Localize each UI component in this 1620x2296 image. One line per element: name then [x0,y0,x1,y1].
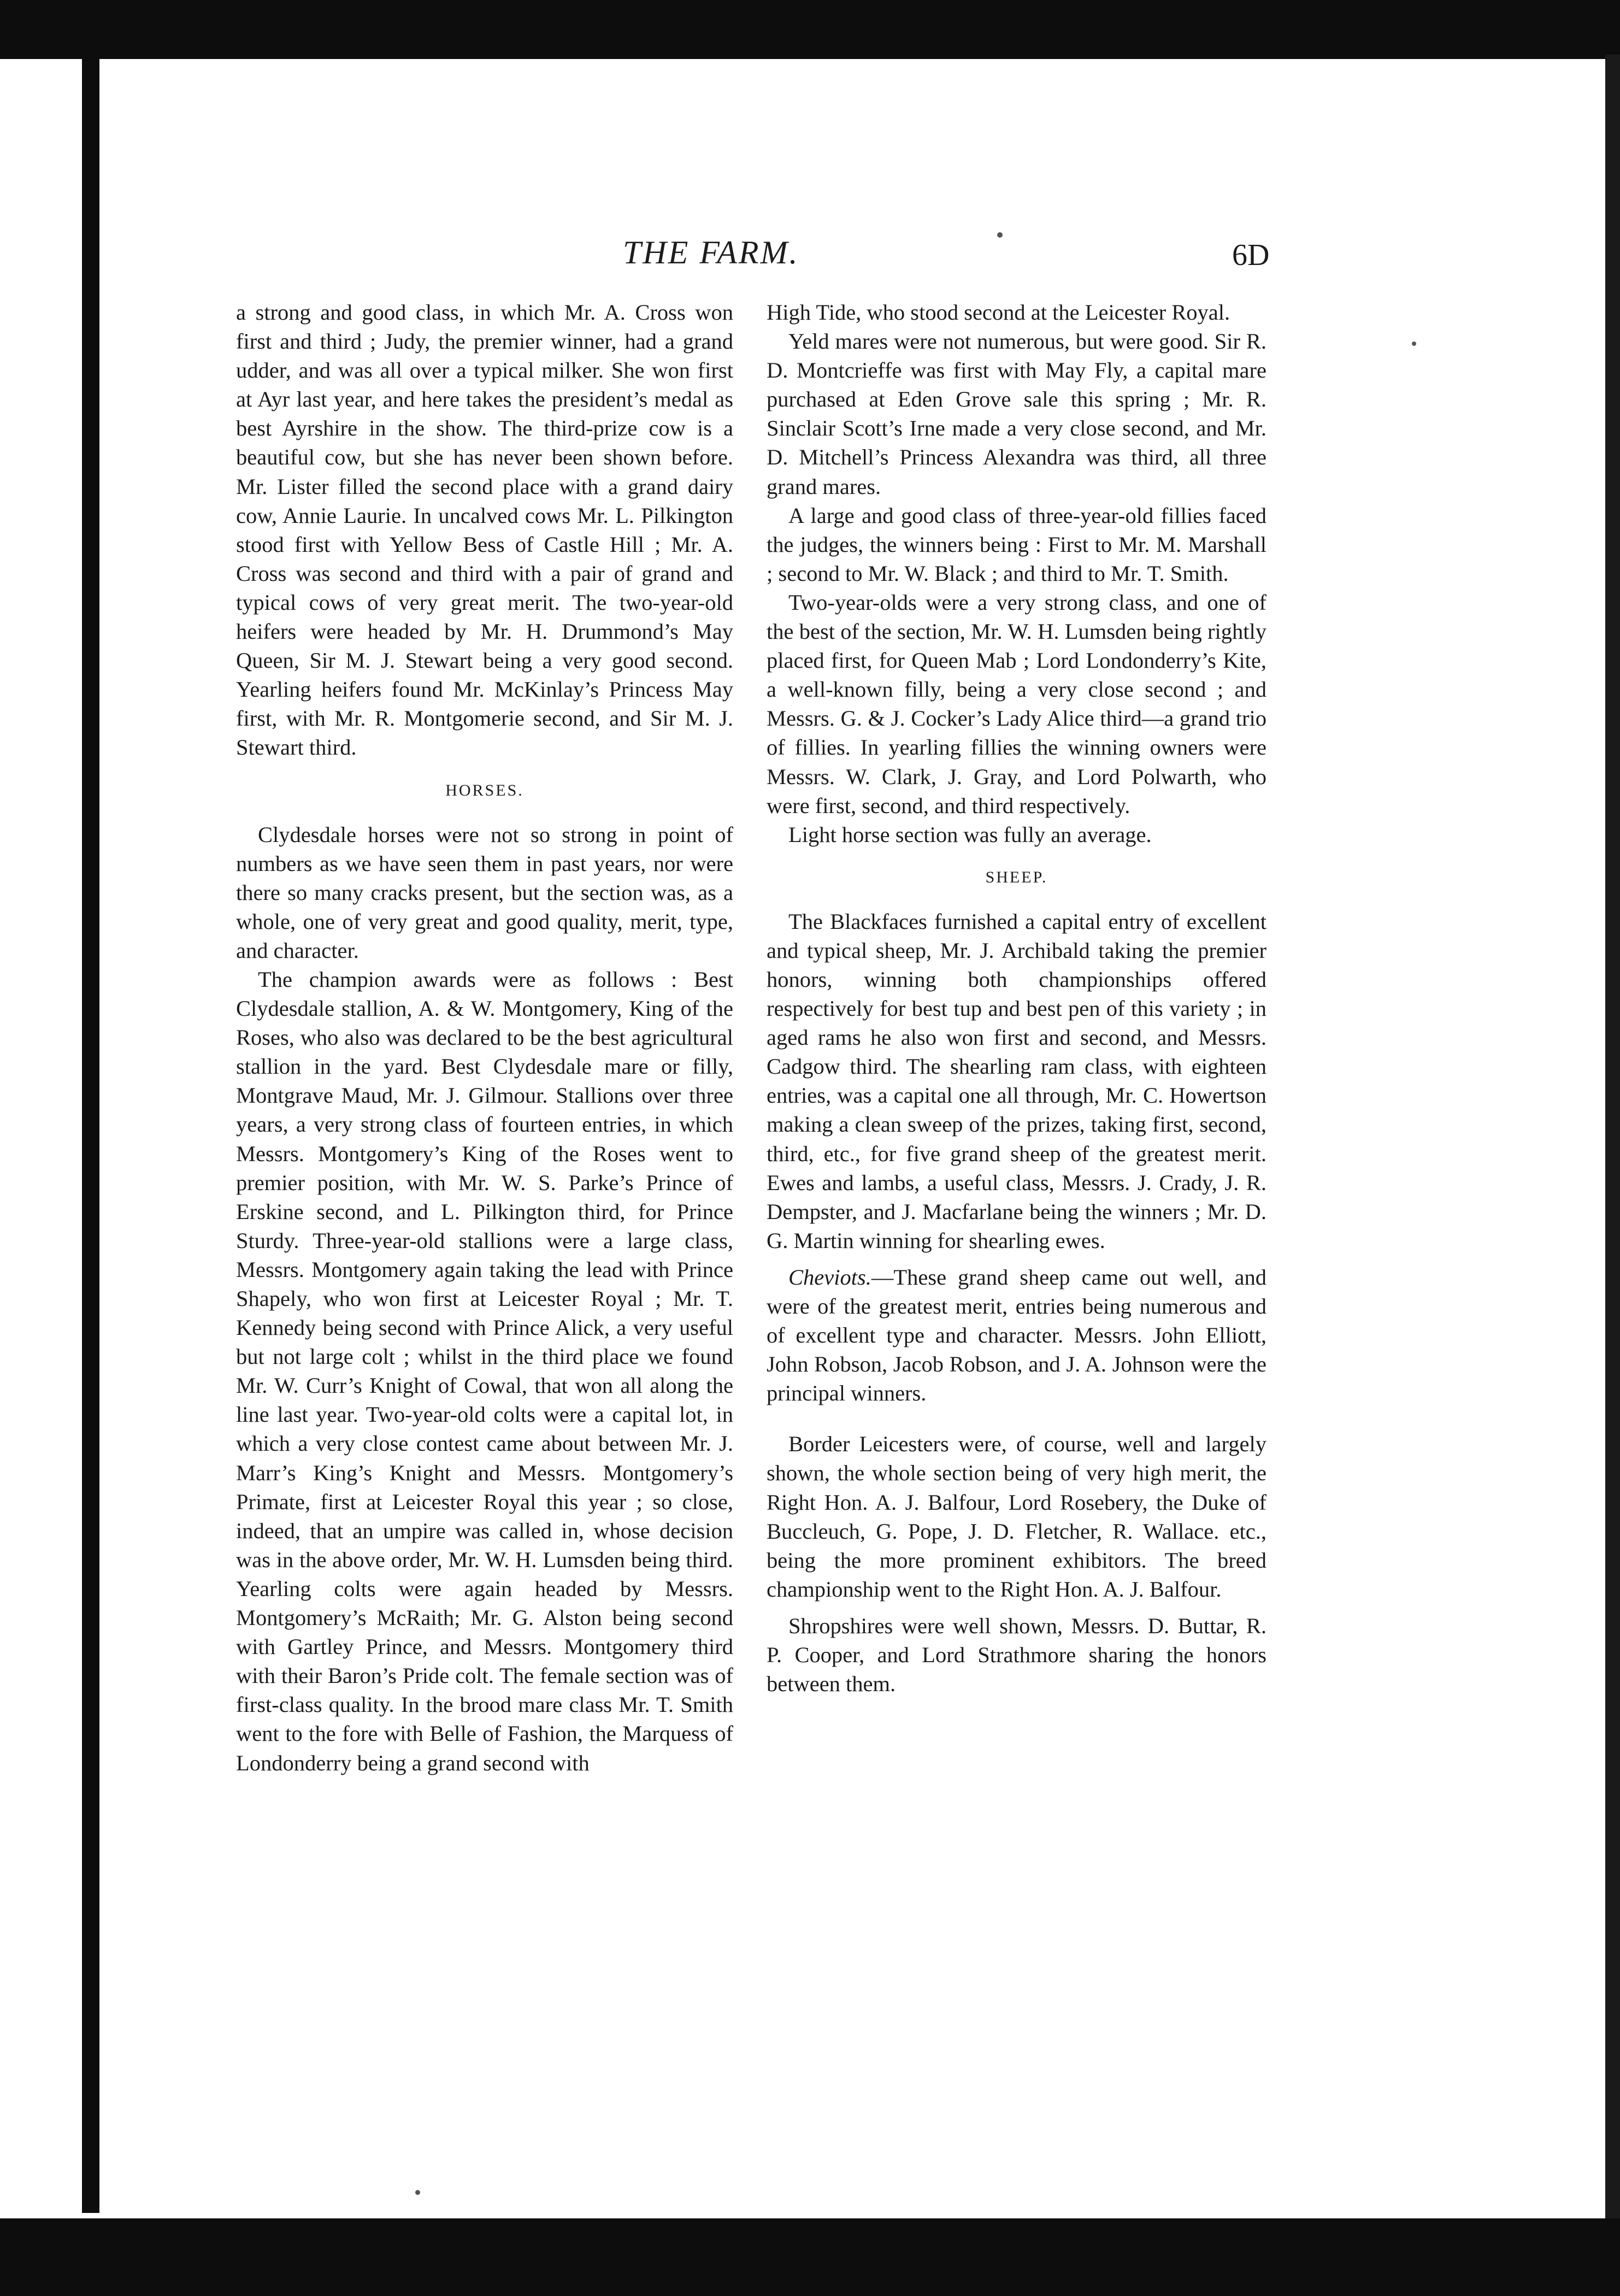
section-heading-sheep: SHEEP. [985,868,1048,886]
scan-speck [997,232,1003,238]
paragraph: Two-year-olds were a very strong class, and one of the best of the section, Mr. W. H. Lumsden being rightly placed first, for Queen Mab ; Lord Londonderry’s Kite, a well-known filly, being a very close second ; and Messrs. G. & J. Cocker’s Lady Alice third—a grand trio of fillies. In yearling fillies the winning owners were Messrs. W. Clark, J. Gray, and Lord Polwarth, who were first, second, and third respectively. [767,590,1266,818]
paragraph: a strong and good class, in which Mr. A. Cross won first and third ; Judy, the premier winner, had a grand udder, and was all over a typical milker. She won first at Ayr last year, and here takes the president’s medal as best Ayrshire in the show. The third-prize cow is a beautiful cow, but she has never been shown before. Mr. Lister filled the second place with a grand dairy cow, Annie Laurie. In uncalved cows Mr. L. Pilkington stood first with Yellow Bess of Castle Hill ; Mr. A. Cross was second and third with a pair of grand and typical cows of very great merit. The two-year-old heifers were headed by Mr. H. Drummond’s May Queen, Sir M. J. Stewart being a very good second. Yearling heifers found Mr. McKinlay’s Princess May first, with Mr. R. Montgomerie second, and Sir M. J. Stewart third. [236,300,733,760]
right-column [767,298,1266,1698]
page-number: 6D [1232,238,1270,272]
paragraph: Yeld mares were not numerous, but were good. Sir R. D. Montcrieffe was first with May Fly, a capital mare purchased at Eden Grove sale this spring ; Mr. R. Sinclair Scott’s Irne made a very close second, and Mr. D. Mitchell’s Princess Alexandra was third, all three grand mares. [767,329,1266,499]
scan-speck [1412,342,1416,346]
paragraph: Clydesdale horses were not so strong in point of numbers as we have seen them in past years, nor were there so many cracks present, but the section was, as a whole, one of very great and good quality, merit, type, and character. [236,822,733,963]
section-heading-horses: HORSES. [445,781,524,799]
left-column [236,298,733,1777]
paragraph [767,1263,1266,1408]
paragraph: A large and good class of three-year-old fillies faced the judges, the winners being : First to Mr. M. Marshall ; second to Mr. W. Black ; and third to Mr. T. Smith. [767,503,1266,586]
paragraph: Shropshires were well shown, Messrs. D. Buttar, R. P. Cooper, and Lord Strathmore sharing the honors between them. [767,1613,1266,1697]
scan-border-top [0,0,1620,59]
paragraph: Border Leicesters were, of course, well and largely shown, the whole section being of very high merit, the Right Hon. A. J. Balfour, Lord Rosebery, the Duke of Buccleuch, G. Pope, J. D. Fletcher, R. Wallace. etc., being the more prominent exhibitors. The breed championship went to the Right Hon. A. J. Balfour. [767,1432,1266,1602]
scan-border-left [82,55,99,2213]
running-head: THE FARM. [623,234,799,270]
paragraph: The Blackfaces furnished a capital entry of excellent and typical sheep, Mr. J. Archibald taking the premier honors, winning both championships offered respectively for best tup and best pen of this variety ; in aged rams he also won first and second, and Messrs. Cadgow third. The shearling ram class, with eighteen entries, was a capital one all through, Mr. C. Howertson making a clean sweep of the prizes, taking first, second, third, etc., for five grand sheep of the greatest merit. Ewes and lambs, a useful class, Messrs. J. Crady, J. R. Dempster, and J. Macfarlane being the winners ; Mr. D. G. Martin winning for shearling ewes. [767,909,1266,1253]
scan-border-bottom [0,2218,1620,2296]
paragraph-text: —These grand sheep came out well, and were of the greatest merit, entries being numerous and of excellent type and character. Messrs. John Elliott, John Robson, Jacob Robson, and J. A. Johnson were the principal winners. [767,1264,1266,1406]
scan-border-right [1605,55,1620,2240]
italic-lead: Cheviots. [788,1264,871,1290]
paragraph: The champion awards were as follows : Best Clydesdale stallion, A. & W. Montgomery, King of the Roses, who also was declared to be the best agricultural stallion in the yard. Best Clydesdale mare or filly, Montgrave Maud, Mr. J. Gilmour. Stallions over three years, a very strong class of fourteen entries, in which Messrs. Montgomery’s King of the Roses went to premier position, with Mr. W. S. Parke’s Prince of Erskine second, and L. Pilkington third, for Prince Sturdy. Three-year-old stallions were a large class, Messrs. Montgomery again taking the lead with Prince Shapely, who won first at Leicester Royal ; Mr. T. Kennedy being second with Prince Alick, a very useful but not large colt ; whilst in the third place we found Mr. W. Curr’s Knight of Cowal, that won all along the line last year. Two-year-old colts were a capital lot, in which a very close contest came about between Mr. J. Marr’s King’s Knight and Messrs. Montgomery’s Primate, first at Leicester Royal this year ; so close, indeed, that an umpire was called in, whose decision was in the above order, Mr. W. H. Lumsden being third. Yearling colts were again headed by Messrs. Montgomery’s McRaith; Mr. G. Alston being second with Gartley Prince, and Messrs. Montgomery third with their Baron’s Pride colt. The female section was of first-class quality. In the brood mare class Mr. T. Smith went to the fore with Belle of Fashion, the Marquess of Londonderry being a grand second with [236,967,733,1775]
paragraph: Light horse section was fully an average. [788,822,1152,847]
paragraph: High Tide, who stood second at the Leicester Royal. [767,300,1230,325]
scan-speck [415,2190,420,2195]
